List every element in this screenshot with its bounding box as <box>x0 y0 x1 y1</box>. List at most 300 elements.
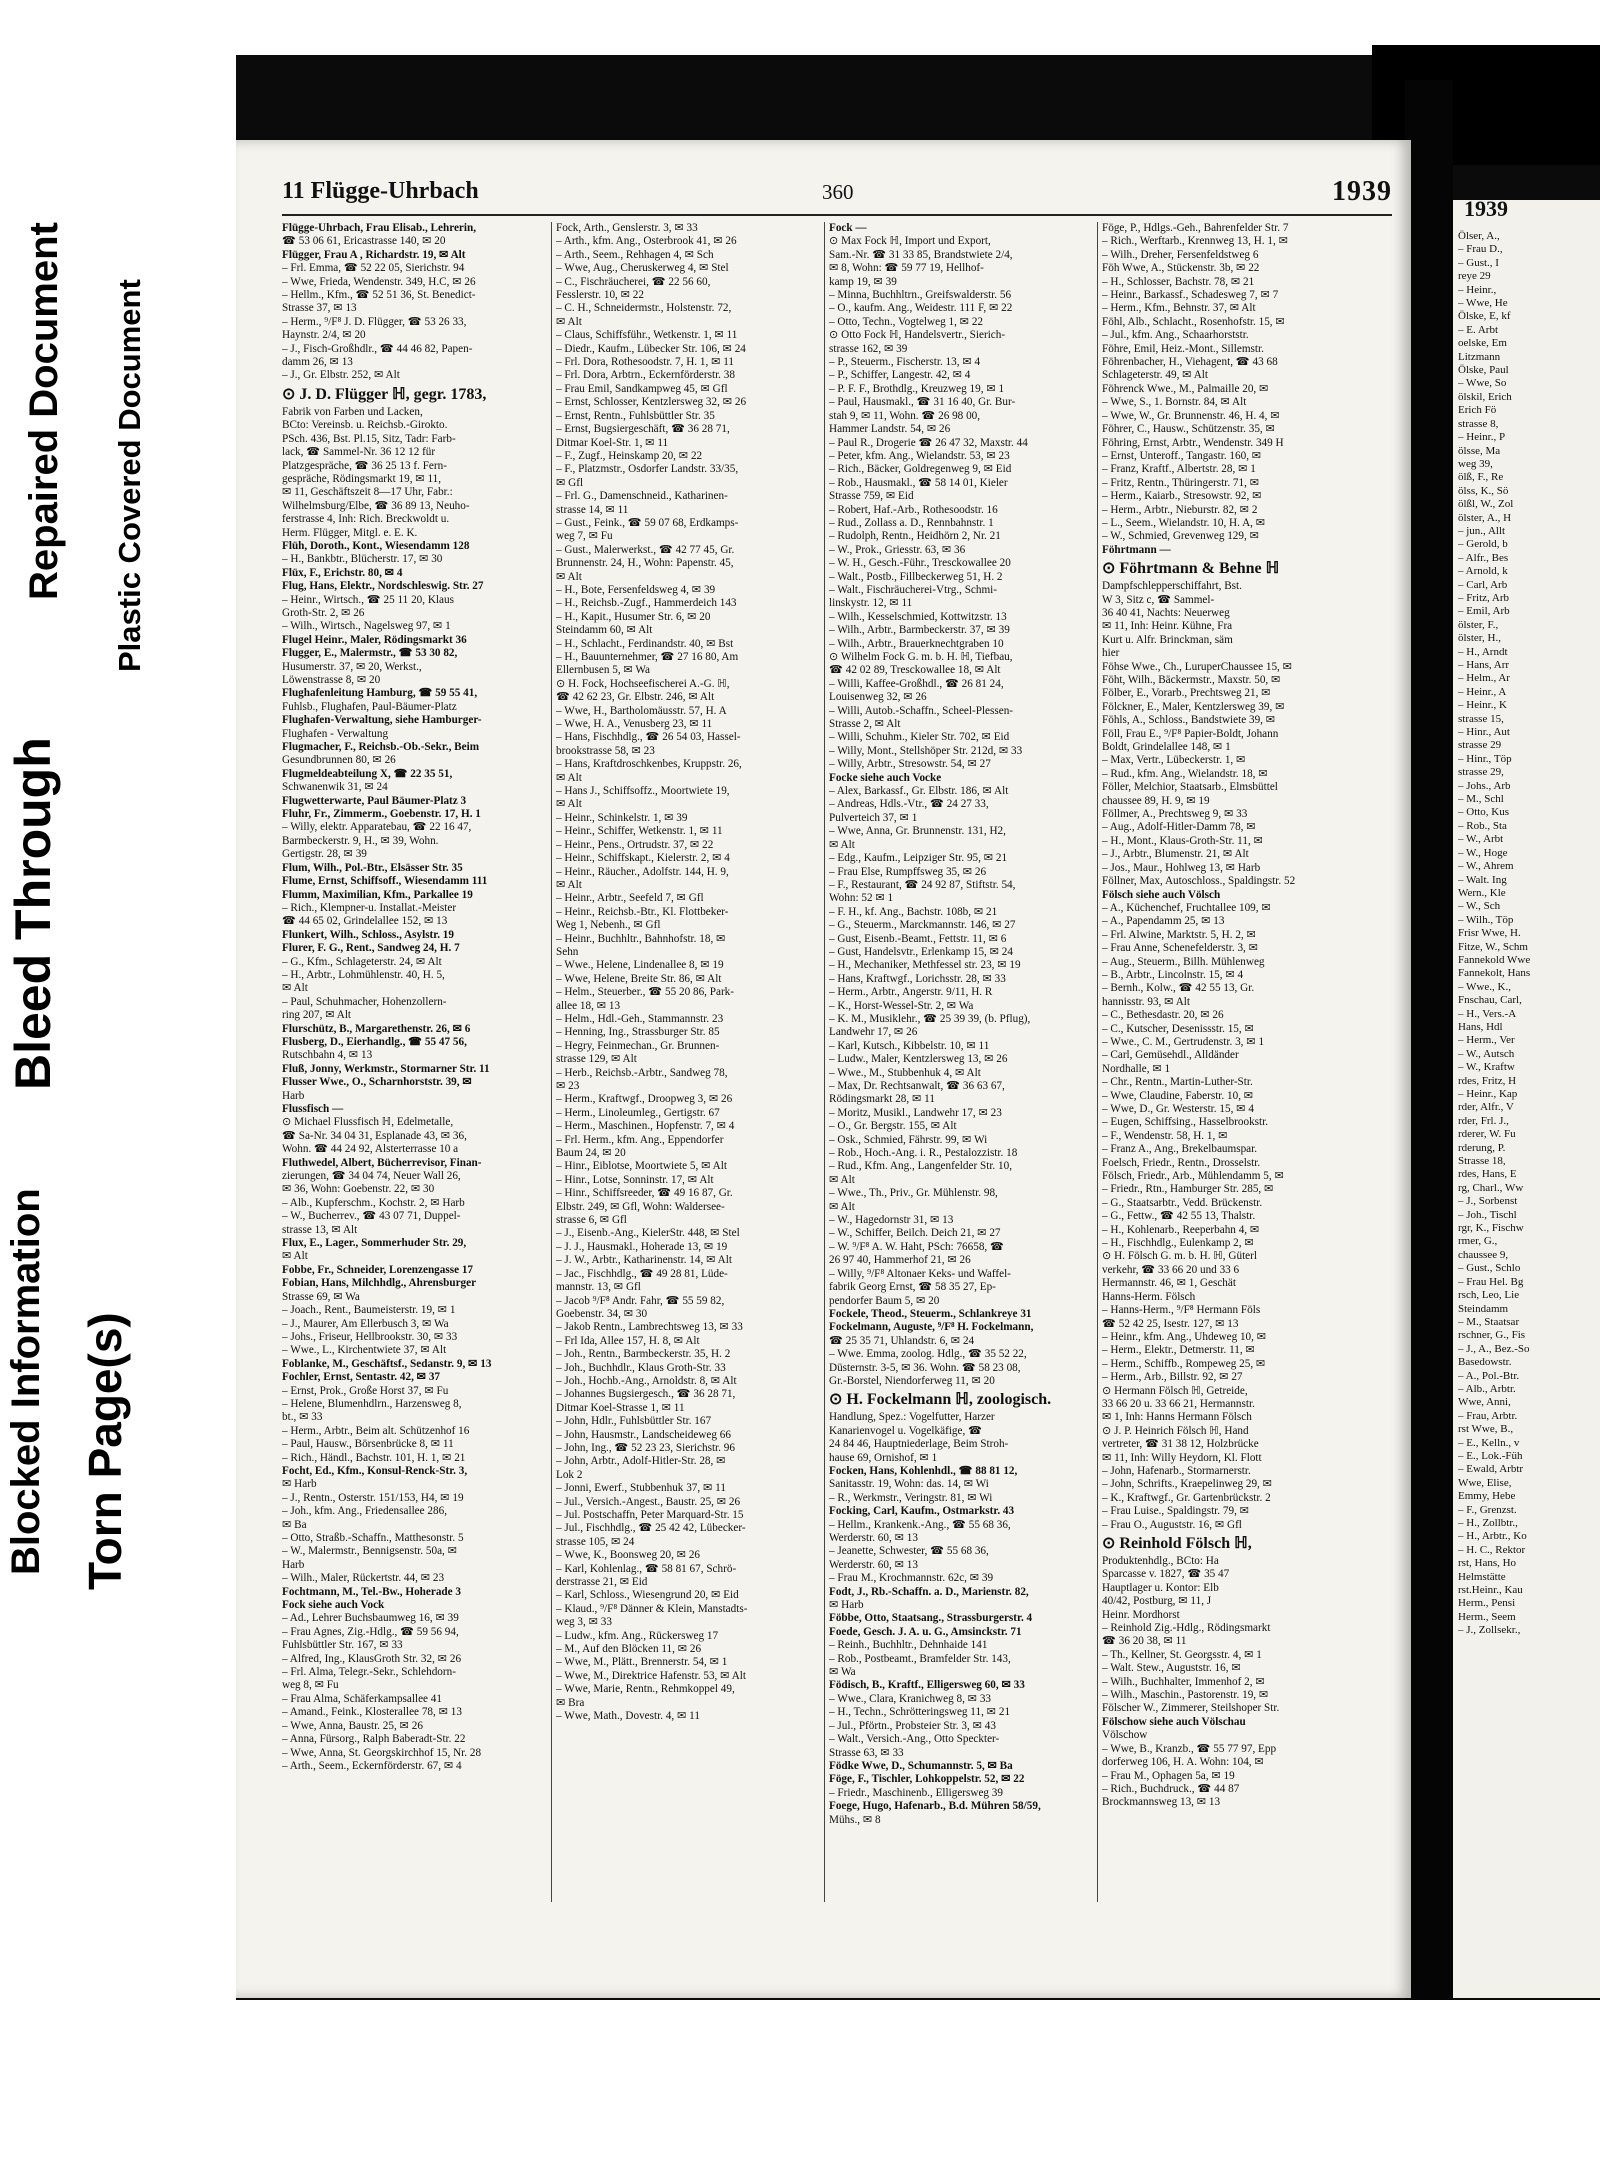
directory-entry: – Osk., Schmied, Fährstr. 99, ✉ Wi <box>829 1133 988 1146</box>
directory-entry: – Otto, Techn., Vogtelweg 1, ✉ 22 <box>829 315 984 328</box>
facing-page-entry: ölster, A., H <box>1458 511 1512 524</box>
directory-entry: – K. M., Musiklehr., ☎ 25 39 39, (b. Pflug), <box>829 1012 1031 1025</box>
directory-entry: – J. W., Arbtr., Katharinenstr. 14, ✉ Alt <box>556 1254 732 1267</box>
facing-page-entry: ölskil, Erich <box>1458 390 1512 403</box>
directory-entry: Fluß, Jonny, Werkmstr., Stormarner Str. 11 <box>282 1062 490 1075</box>
directory-entry: ✉ Alt <box>829 1173 855 1186</box>
directory-entry: Fobbe, Fr., Schneider, Lorenzengasse 17 <box>282 1263 474 1276</box>
facing-page-entry: – Johs., Arb <box>1458 779 1511 792</box>
directory-entry: – Frl Ida, Allee 157, H. 8, ✉ Alt <box>556 1334 700 1347</box>
directory-entry: Fochtmann, M., Tel.-Bw., Hoherade 3 <box>282 1585 462 1598</box>
directory-entry: – Rob., Hoch.-Ang. i. R., Pestalozzistr. 18 <box>829 1147 1018 1160</box>
facing-page-entry: – Frau D., <box>1458 243 1503 256</box>
directory-entry: – Frau M., Krochmannstr. 62c, ✉ 39 <box>829 1572 994 1585</box>
directory-entry: Foege, Hugo, Hafenarb., B.d. Mühren 58/59, <box>829 1800 1041 1813</box>
directory-entry: – Wwe, W., Gr. Brunnenstr. 46, H. 4, ✉ <box>1102 409 1280 422</box>
directory-entry: ☎ 42 02 89, Tresckowallee 18, ✉ Alt <box>829 664 1001 677</box>
bleed-through-label: Bleed Through <box>5 737 61 1090</box>
directory-entry: lack, ☎ Sammel-Nr. 36 12 12 für <box>282 446 436 459</box>
directory-entry: – J., Gr. Elbstr. 252, ✉ Alt <box>282 369 400 382</box>
facing-page-entry: – Arnold, k <box>1458 565 1508 578</box>
facing-page-entry: weg 39, <box>1458 457 1493 470</box>
directory-entry: Fölsch, Friedr., Arb., Mühlendamm 5, ✉ <box>1102 1170 1284 1183</box>
directory-entry: – Wwe, B., Kranzb., ☎ 55 77 97, Epp <box>1102 1742 1277 1755</box>
facing-page-entry: Herm., Seem <box>1458 1610 1516 1623</box>
directory-entry: – Wilh., Kesselschmied, Kottwitzstr. 13 <box>829 610 1007 623</box>
directory-entry: mannstr. 13, ✉ Gfl <box>556 1281 641 1294</box>
directory-entry: Föll, Frau E., ⁹/F⁸ Papier-Boldt, Johann <box>1102 727 1279 740</box>
directory-entry: – F. H., kf. Ang., Bachstr. 108b, ✉ 21 <box>829 905 998 918</box>
facing-page-entry: – jun., Allt <box>1458 524 1506 537</box>
directory-entry: Flussfisch — <box>282 1103 344 1115</box>
directory-column-3 <box>829 222 1093 1912</box>
directory-entry: – Herm., Arbtr., Nieburstr. 82, ✉ 2 <box>1102 503 1258 516</box>
directory-entry: Sam.-Nr. ☎ 31 33 85, Brandstwiete 2/4, <box>829 248 1013 261</box>
directory-entry: hier <box>1102 647 1120 660</box>
directory-entry: ⊙ Föhrtmann & Behne ℍ <box>1102 560 1280 578</box>
directory-entry: Flugmacher, F., Reichsb.-Ob.-Sekr., Beim <box>282 741 480 754</box>
facing-page-entry: – J., Zollsekr., <box>1458 1624 1521 1637</box>
directory-entry: – Herm., Arb., Billstr. 92, ✉ 27 <box>1102 1371 1243 1384</box>
facing-page-entry: strasse 29 <box>1458 739 1502 752</box>
directory-entry: – Heinr., Räucher., Adolfstr. 144, H. 9, <box>556 865 729 878</box>
directory-entry: – Ernst, Rentn., Fuhlsbüttler Str. 35 <box>556 409 715 422</box>
facing-page-entry: – Heinr., Kap <box>1458 1088 1518 1100</box>
directory-entry: Steindamm 60, ✉ Alt <box>556 624 653 637</box>
directory-entry: – Hinr., Lotse, Sonninstr. 17, ✉ Alt <box>556 1173 714 1186</box>
page-number: 360 <box>822 180 854 204</box>
facing-page-entry: – Frau Hel. Bg <box>1458 1275 1524 1288</box>
directory-entry: – Joh., kfm. Ang., Friedensallee 286, <box>282 1505 447 1518</box>
directory-entry: – Frau Else, Rumpffsweg 35, ✉ 26 <box>829 865 987 878</box>
directory-entry: – W., Malermstr., Bennigsenstr. 50a, ✉ <box>282 1545 457 1558</box>
facing-page-entry: – A., Pol.-Btr. <box>1458 1369 1520 1382</box>
facing-page-entry: chaussee 9, <box>1458 1248 1509 1261</box>
directory-entry: – G., Staatsarbtr., Vedd. Brückenstr. <box>1102 1196 1263 1209</box>
directory-entry: vertreter, ☎ 31 38 12, Holzbrücke <box>1102 1438 1259 1451</box>
facing-page-entry: rmer, G., <box>1458 1235 1498 1248</box>
directory-entry: Platzgespräche, ☎ 36 25 13 f. Fern- <box>282 459 447 472</box>
directory-entry: ferstrasse 4, Inh: Rich. Breckwoldt u. <box>282 513 450 526</box>
directory-entry: Wohn. ☎ 44 24 92, Alsterterrasse 10 a <box>282 1143 459 1156</box>
directory-entry: – H., Mechaniker, Methfessel str. 23, ✉ 19 <box>829 959 1021 972</box>
directory-entry: – K., Horst-Wessel-Str. 2, ✉ Wa <box>829 999 974 1012</box>
directory-entry: – Wwe, Anna, Gr. Brunnenstr. 131, H2, <box>829 825 1006 838</box>
directory-entry: Groth-Str. 2, ✉ 26 <box>282 606 365 619</box>
directory-entry: – M., Auf den Blöcken 11, ✉ 26 <box>556 1643 702 1656</box>
directory-entry: – W. H., Gesch.-Führ., Tresckowallee 20 <box>829 557 1011 570</box>
directory-entry: ✉ 11, Inh: Heinr. Kühne, Fra <box>1102 620 1233 633</box>
facing-page-entry: Ölser, A., <box>1458 230 1500 242</box>
directory-entry: – Paul, Hausmakl., ☎ 31 16 40, Gr. Bur- <box>829 396 1016 409</box>
facing-page-entry: ölsse, Ma <box>1458 444 1501 457</box>
facing-page-entry: – Gust., Schlo <box>1458 1262 1521 1275</box>
facing-page-entry: – E., Lok.-Füh <box>1458 1449 1523 1462</box>
directory-entry: stah 9, ✉ 11, Wohn. ☎ 26 98 00, <box>829 409 981 422</box>
facing-page-entry: Basedowstr. <box>1458 1356 1512 1369</box>
directory-entry: – G., Fettw., ☎ 42 55 13, Thalstr. <box>1102 1210 1256 1223</box>
directory-entry: fabrik Georg Ernst, ☎ 58 35 27, Ep- <box>829 1281 996 1294</box>
directory-entry: – Heinr., kfm. Ang., Uhdeweg 10, ✉ <box>1102 1330 1267 1343</box>
directory-entry: – Wwe., Clara, Kranichweg 8, ✉ 33 <box>829 1692 992 1705</box>
facing-page-entry: Frisr Wwe, H. <box>1458 927 1521 940</box>
book-gutter <box>1405 80 1453 2000</box>
directory-entry: – J., Arbtr., Blumenstr. 21, ✉ Alt <box>1102 848 1249 861</box>
directory-entry: – Claus, Schiffsführ., Wetkenstr. 1, ✉ 11 <box>556 329 738 342</box>
directory-entry: zierungen, ☎ 34 04 74, Neuer Wall 26, <box>282 1170 461 1183</box>
directory-entry: – Franz A., Ang., Brekelbaumspar. <box>1102 1143 1258 1156</box>
facing-page-entry: Erich Fö <box>1458 404 1497 417</box>
directory-entry: – Heinr., Schiffer, Wetkenstr. 1, ✉ 11 <box>556 825 723 838</box>
directory-entry: gespräche, Rödingsmarkt 19, ✉ 11, <box>282 472 442 485</box>
directory-entry: Focken, Hans, Kohlenhdl., ☎ 88 81 12, <box>829 1464 1018 1477</box>
directory-entry: – Wwe. Emma, zoolog. Hdlg., ☎ 35 52 22, <box>829 1348 1027 1361</box>
directory-entry: – H., Schlosser, Bachstr. 78, ✉ 21 <box>1102 275 1255 288</box>
directory-entry: – Joh., Buchhdlr., Klaus Groth-Str. 33 <box>556 1361 726 1374</box>
directory-entry: – John, Hdlr., Fuhlsbüttler Str. 167 <box>556 1415 712 1428</box>
directory-entry: – Fritz, Rentn., Thüringerstr. 71, ✉ <box>1102 476 1260 489</box>
facing-page-entry: – H., Arbtr., Ko <box>1458 1530 1527 1543</box>
directory-entry: – Peter, kfm. Ang., Wielandstr. 53, ✉ 23 <box>829 449 1010 462</box>
directory-entry: – Jul., kfm. Ang., Schaarhorststr. <box>1102 329 1249 342</box>
directory-entry: – Anna, Fürsorg., Ralph Baberadt-Str. 22 <box>282 1733 466 1746</box>
directory-entry: ✉ 8, Wohn: ☎ 59 77 19, Hellhof- <box>829 262 984 275</box>
directory-entry: – Wilh., Wirtsch., Nagelsweg 97, ✉ 1 <box>282 620 451 633</box>
directory-entry: – Hans, Fischhdlg., ☎ 26 54 03, Hassel- <box>556 731 741 744</box>
directory-entry: ✉ 1, Inh: Hanns Hermann Fölsch <box>1102 1411 1252 1424</box>
directory-entry: – F., Wendenstr. 58, H. 1, ✉ <box>1102 1129 1228 1142</box>
directory-entry: – Frl. Emma, ☎ 52 22 05, Sierichstr. 94 <box>282 262 465 275</box>
directory-entry: – H., Schlacht., Ferdinandstr. 40, ✉ Bst <box>556 637 734 650</box>
directory-entry: – Helm., Hdl.-Geh., Stammannstr. 23 <box>556 1012 724 1025</box>
directory-entry: Löwenstrasse 8, ✉ 20 <box>282 674 381 686</box>
directory-entry: Düsternstr. 3-5, ✉ 36. Wohn. ☎ 58 23 08, <box>829 1361 1021 1374</box>
directory-entry: – Gust., Malerwerkst., ☎ 42 77 45, Gr. <box>556 543 735 556</box>
directory-entry: Völschow <box>1102 1729 1148 1742</box>
directory-entry: – W., Schmied, Grevenweg 129, ✉ <box>1102 530 1259 543</box>
facing-page-entry: ölss, K., Sö <box>1458 484 1509 497</box>
directory-entry: Föhse Wwe., Ch., LuruperChaussee 15, ✉ <box>1102 660 1293 673</box>
directory-entry: – Max, Dr. Rechtsanwalt, ☎ 36 63 67, <box>829 1080 1005 1092</box>
directory-entry: Flugger, E., Malermstr., ☎ 53 30 82, <box>282 647 458 660</box>
directory-entry: – Andreas, Hdls.-Vtr., ☎ 24 27 33, <box>829 798 989 811</box>
directory-entry: – Wwe, Claudine, Faberstr. 10, ✉ <box>1102 1089 1254 1102</box>
directory-entry: Gesundbrunnen 80, ✉ 26 <box>282 754 396 767</box>
directory-entry: Föhl, Alb., Schlacht., Rosenhofstr. 15, ✉ <box>1102 315 1285 328</box>
directory-entry: – Herm., Elektr., Detmerstr. 11, ✉ <box>1102 1344 1255 1357</box>
directory-entry: – Jeanette, Schwester, ☎ 55 68 36, <box>829 1545 989 1558</box>
directory-entry: – Max, Vertr., Lübeckerstr. 1, ✉ <box>1102 754 1246 767</box>
directory-entry: bt., ✉ 33 <box>282 1411 323 1424</box>
directory-entry: – Robert, Haf.-Arb., Rothesoodstr. 16 <box>829 503 998 516</box>
directory-entry: – Wwe, M., Direktrice Hafenstr. 53, ✉ Alt <box>556 1669 746 1682</box>
directory-entry: – J., Fisch-Großhdlr., ☎ 44 46 82, Papen- <box>282 342 473 355</box>
directory-entry: – Jonni, Ewerf., Stubbenhuk 37, ✉ 11 <box>556 1482 726 1495</box>
directory-entry: – Wwe, Math., Dovestr. 4, ✉ 11 <box>556 1710 700 1723</box>
directory-entry: Fobian, Hans, Milchhdlg., Ahrensburger <box>282 1277 477 1290</box>
directory-entry: Focking, Carl, Kaufm., Ostmarkstr. 43 <box>829 1505 1015 1518</box>
directory-entry: Flux, E., Lager., Sommerhuder Str. 29, <box>282 1237 467 1250</box>
directory-entry: Flügge-Uhrbach, Frau Elisab., Lehrerin, <box>282 222 477 234</box>
facing-page-entry: – M., Schl <box>1458 793 1504 806</box>
directory-entry: 26 97 40, Hammerhof 21, ✉ 26 <box>829 1254 971 1267</box>
facing-page-entry: – Otto, Kus <box>1458 806 1510 819</box>
directory-entry: Hauptlager u. Kontor: Elb <box>1102 1581 1219 1594</box>
facing-page-year: 1939 <box>1464 196 1508 221</box>
facing-page-entry: – W., Arbt <box>1458 833 1504 846</box>
directory-entry: – Herm., Maschinen., Hopfenstr. 7, ✉ 4 <box>556 1120 735 1133</box>
directory-entry: – Rich., Buchdruck., ☎ 44 87 <box>1102 1782 1240 1795</box>
directory-entry: – Gust., Feink., ☎ 59 07 68, Erdkamps- <box>556 516 739 529</box>
facing-page-entry: – Wwe., K., <box>1458 980 1511 993</box>
directory-entry: – Friedr., Rtn., Hamburger Str. 285, ✉ <box>1102 1183 1274 1196</box>
directory-entry: ✉ Gfl <box>556 476 584 489</box>
directory-entry: Flug, Hans, Elektr., Nordschleswig. Str. 27 <box>282 580 484 593</box>
directory-entry: Strasse 2, ✉ Alt <box>829 718 901 731</box>
directory-entry: Boldt, Grindelallee 148, ✉ 1 <box>1102 741 1231 754</box>
directory-entry: – Rich., Werftarb., Krennweg 13, H. 1, ✉ <box>1102 235 1288 248</box>
facing-page-entry: – E., Kelln., v <box>1458 1436 1520 1449</box>
directory-entry: – O., kaufm. Ang., Weidestr. 111 F, ✉ 22 <box>829 302 1013 315</box>
directory-entry: Flughafen-Verwaltung, siehe Hamburger- <box>282 714 482 727</box>
facing-page-entry: Emmy, Hebe <box>1458 1490 1516 1503</box>
directory-entry: – Hans, Kraftwgf., Lorichsstr. 28, ✉ 33 <box>829 972 1006 985</box>
directory-entry: Föbbe, Otto, Staatsang., Strassburgerstr. 4 <box>829 1612 1033 1625</box>
facing-page-entry: rdes, Fritz, H <box>1458 1074 1517 1087</box>
directory-entry: – Jul. Postschaffn, Peter Marquard-Str. 15 <box>556 1509 744 1521</box>
directory-entry: – Hinr., Eiblotse, Moortwiete 5, ✉ Alt <box>556 1160 727 1173</box>
directory-entry: Strasse 69, ✉ Wa <box>282 1290 360 1303</box>
directory-entry: Fock, Arth., Genslerstr. 3, ✉ 33 <box>556 222 698 234</box>
directory-entry: – Eugen, Schiffsing., Hasselbrookstr. <box>1102 1116 1269 1129</box>
directory-entry: – Hanns-Herm., ⁹/F⁸ Hermann Föls <box>1102 1304 1261 1317</box>
directory-entry: – Ludw., Maler, Kentzlersweg 13, ✉ 26 <box>829 1053 1008 1066</box>
directory-entry: – Johannes Bugsiergesch., ☎ 36 28 71, <box>556 1388 736 1401</box>
directory-entry: Weg 1, Nebenh., ✉ Gfl <box>556 919 661 932</box>
directory-entry: chaussee 89, H. 9, ✉ 19 <box>1102 794 1210 807</box>
directory-entry: – Klaud., ⁹/F⁸ Dänner & Klein, Manstadts- <box>556 1602 748 1615</box>
facing-page-entry: – Heinr., A <box>1458 685 1507 698</box>
directory-entry: Fock — <box>829 222 867 234</box>
directory-entry: Schlageterstr. 49, ✉ Alt <box>1102 369 1209 382</box>
directory-entry: – O., Gr. Bergstr. 155, ✉ Alt <box>829 1120 957 1133</box>
directory-entry: strasse 162, ✉ 39 <box>829 342 908 355</box>
directory-entry: Werderstr. 60, ✉ 13 <box>829 1558 918 1571</box>
directory-entry: ⊙ H. Fockelmann ℍ, zoologisch. <box>829 1391 1052 1409</box>
directory-entry: – J. J., Hausmakl., Hoherade 13, ✉ 19 <box>556 1240 728 1253</box>
directory-entry: ✉ Alt <box>282 982 308 995</box>
facing-page-entry: strasse 29, <box>1458 766 1504 779</box>
directory-entry: – Paul, Hausw., Börsenbrücke 8, ✉ 11 <box>282 1438 454 1451</box>
directory-entry: – Diedr., Kaufm., Lübecker Str. 106, ✉ 24 <box>556 342 746 355</box>
facing-page-entry: Hans, Hdl <box>1458 1020 1503 1033</box>
facing-page-entry: Herm., Pensi <box>1458 1597 1516 1610</box>
directory-entry: – Rob., Hausmakl., ☎ 58 14 01, Kieler <box>829 476 1008 489</box>
facing-page-entry: – E. Arbt <box>1458 323 1499 336</box>
directory-entry: derstrasse 21, ✉ Eid <box>556 1576 648 1589</box>
directory-entry: ☎ Sa-Nr. 34 04 31, Esplanade 43, ✉ 36, <box>282 1129 467 1142</box>
facing-page-entry: – Gust., I <box>1458 256 1499 269</box>
directory-entry: Flüh, Doroth., Kont., Wiesendamm 128 <box>282 539 470 552</box>
directory-entry: – Frl. Dora, Rothesoodstr. 7, H. 1, ✉ 11 <box>556 356 735 369</box>
directory-entry: ⊙ H. Fölsch G. m. b. H. ℍ, Güterl <box>1102 1250 1257 1263</box>
directory-entry: – Wwe, M., Plätt., Brennerstr. 54, ✉ 1 <box>556 1656 728 1669</box>
directory-entry: Dampfschlepperschiffahrt, Bst. <box>1102 580 1242 593</box>
directory-entry: Fuhlsbüttler Str. 167, ✉ 33 <box>282 1639 403 1652</box>
directory-entry: – Wwe, Helene, Breite Str. 86, ✉ Alt <box>556 972 722 985</box>
page-header <box>282 178 1392 212</box>
directory-entry: Flughafenleitung Hamburg, ☎ 59 55 41, <box>282 687 478 700</box>
directory-entry: Foelsch, Friedr., Rentn., Drosselstr. <box>1102 1156 1261 1169</box>
directory-entry: – B., Arbtr., Lincolnstr. 15, ✉ 4 <box>1102 968 1244 981</box>
directory-entry: – Carl, Gemüsehdl., Alldänder <box>1102 1049 1239 1062</box>
directory-entry: weg 8, ✉ Fu <box>282 1679 339 1692</box>
directory-entry: Föhrenbacher, H., Viehagent, ☎ 43 68 <box>1102 356 1278 369</box>
directory-entry: – Arth., Seem., Rehhagen 4, ✉ Sch <box>556 248 714 261</box>
directory-entry: Louisenweg 32, ✉ 26 <box>829 691 927 704</box>
directory-entry: Flüx, F., Erichstr. 80, ✉ 4 <box>282 566 403 579</box>
directory-entry: Föllmer, A., Prechtsweg 9, ✉ 33 <box>1102 808 1248 821</box>
directory-entry: ✉ Alt <box>556 798 582 811</box>
directory-entry: – Willy, elektr. Apparatebau, ☎ 22 16 47, <box>282 821 472 834</box>
facing-page-entry: Wwe, Anni, <box>1458 1396 1511 1409</box>
directory-entry: – Rich., Bäcker, Goldregenweg 9, ✉ Eid <box>829 463 1012 476</box>
directory-entry: – Ludw., kfm. Ang., Rückersweg 17 <box>556 1629 719 1642</box>
directory-entry: Föhre, Emil, Heiz.-Mont., Sillemstr. <box>1102 342 1264 355</box>
directory-entry: – Willy, ⁹/F⁸ Altonaer Keks- und Waffel- <box>829 1267 1011 1280</box>
directory-entry: Rutschbahn 4, ✉ 13 <box>282 1049 373 1062</box>
directory-entry: – Arth., kfm. Ang., Osterbrook 41, ✉ 26 <box>556 235 737 248</box>
facing-page-entry: ölß, F., Re <box>1458 471 1504 484</box>
directory-entry: Fockelmann, Auguste, ⁹/F⁸ H. Fockelmann, <box>829 1321 1034 1334</box>
directory-entry: – Alfred, Ing., KlausGroth Str. 32, ✉ 26 <box>282 1652 462 1665</box>
facing-page-entry: strasse 8, <box>1458 417 1499 430</box>
directory-entry: Flunkert, Wilh., Schloss., Asylstr. 19 <box>282 928 454 941</box>
facing-page-entry: – Emil, Arb <box>1458 605 1510 618</box>
directory-entry: – P. F. F., Brothdlg., Kreuzweg 19, ✉ 1 <box>829 382 1005 395</box>
directory-entry: – Rud., Kfm. Ang., Langenfelder Str. 10, <box>829 1160 1013 1173</box>
directory-entry: – Ad., Lehrer Buchsbaumweg 16, ✉ 39 <box>282 1612 459 1625</box>
directory-entry: Flugel Heinr., Maler, Rödingsmarkt 36 <box>282 633 467 646</box>
directory-entry: – Wwe, H. A., Venusberg 23, ✉ 11 <box>556 718 713 731</box>
directory-entry: – John, Hafenarb., Stormarnerstr. <box>1102 1464 1251 1477</box>
directory-entry: linskystr. 12, ✉ 11 <box>829 597 913 610</box>
directory-entry: BCto: Vereinsb. u. Reichsb.-Girokto. <box>282 419 448 432</box>
directory-entry: 33 66 20 u. 33 66 21, Hermannstr. <box>1102 1397 1255 1410</box>
directory-entry: Produktenhdlg., BCto: Ha <box>1102 1555 1219 1567</box>
directory-entry: – Frau M., Ophagen 5a, ✉ 19 <box>1102 1769 1235 1782</box>
directory-entry: – G., Kfm., Schlageterstr. 24, ✉ Alt <box>282 955 442 968</box>
directory-entry: – Walt., Fischräucherei-Vtrg., Schmi- <box>829 583 998 596</box>
facing-page-entry: – Walt. Ing <box>1458 873 1507 886</box>
directory-entry: – Herm., ⁹/F⁸ J. D. Flügger, ☎ 53 26 33, <box>282 315 467 328</box>
directory-entry: – Herm., Arbtr., Angerstr. 9/11, H. R <box>829 986 993 999</box>
directory-entry: Sanitasstr. 19, Wohn: das. 14, ✉ Wi <box>829 1478 989 1491</box>
directory-column-4 <box>1102 222 1392 1912</box>
column-divider <box>551 222 552 1902</box>
directory-entry: Hanns-Herm. Fölsch <box>1102 1290 1196 1303</box>
directory-entry: – Joh., Hochb.-Ang., Arnoldstr. 8, ✉ Alt <box>556 1374 737 1387</box>
directory-entry: kamp 19, ✉ 39 <box>829 275 897 288</box>
directory-entry: ✉ Alt <box>282 1250 308 1263</box>
directory-entry: – H., Bauunternehmer, ☎ 27 16 80, Am <box>556 651 739 663</box>
directory-entry: – H., Bankbtr., Blücherstr. 17, ✉ 30 <box>282 553 443 566</box>
directory-entry: strasse 129, ✉ Alt <box>556 1053 637 1066</box>
directory-entry: – Karl, Schloss., Wiesengrund 20, ✉ Eid <box>556 1589 739 1602</box>
directory-entry: ✉ Alt <box>829 1200 855 1213</box>
directory-entry: – Wilh., Arbtr., Barmbeckerstr. 37, ✉ 39 <box>829 624 1010 637</box>
directory-entry: – Karl, Kutsch., Kibbelstr. 10, ✉ 11 <box>829 1039 990 1052</box>
directory-entry: Föller, Melchior, Staatsarb., Elmsbüttel <box>1102 781 1278 794</box>
facing-page-entry: – Wwe, He <box>1458 297 1508 310</box>
directory-entry: – C., Bethesdastr. 20, ✉ 26 <box>1102 1009 1224 1022</box>
directory-entry: – Frau Luise., Spaldingstr. 79, ✉ <box>1102 1505 1250 1518</box>
facing-page-entry: rder, Alfr., V <box>1458 1101 1514 1114</box>
directory-entry: Fölscher W., Zimmerer, Steilshoper Str. <box>1102 1702 1280 1715</box>
directory-entry: Kurt u. Alfr. Brinckman, säm <box>1102 633 1233 646</box>
facing-page-entry: – J., A., Bez.-So <box>1458 1342 1530 1355</box>
directory-entry: dorferweg 106, H. A. Wohn: 104, ✉ <box>1102 1756 1264 1769</box>
directory-entry: – Wwe, S., 1. Bornstr. 84, ✉ Alt <box>1102 396 1247 409</box>
directory-entry: – Jakob Rentn., Lambrechtsweg 13, ✉ 33 <box>556 1321 743 1334</box>
directory-entry: Födke Wwe, D., Schumannstr. 5, ✉ Ba <box>829 1759 1013 1772</box>
facing-page-entry: – J., Sorbenst <box>1458 1195 1518 1208</box>
facing-page-entry: – Gerold, b <box>1458 538 1508 551</box>
directory-entry: Kanarienvogel u. Vogelkäfige, ☎ <box>829 1424 983 1437</box>
directory-entry: ✉ 11, Inh: Willy Heydorn, Kl. Flott <box>1102 1451 1262 1464</box>
directory-entry: ☎ 44 65 02, Grindelallee 152, ✉ 13 <box>282 915 448 928</box>
directory-entry: – Amand., Feink., Klosterallee 78, ✉ 13 <box>282 1706 462 1719</box>
directory-entry: – Wwe, Marie, Rentn., Rehmkoppel 49, <box>556 1683 735 1696</box>
facing-page-entry: – Wwe, So <box>1458 377 1507 390</box>
directory-entry: hause 69, Ornishof, ✉ 1 <box>829 1451 938 1464</box>
facing-page-entry: – W., Hoge <box>1458 846 1508 859</box>
directory-entry: – Frl. Herm., kfm. Ang., Eppendorfer <box>556 1133 724 1146</box>
directory-entry: Föllner, Max, Autoschloss., Spaldingstr. 52 <box>1102 875 1296 888</box>
directory-entry: – Walt. Stew., Auguststr. 16, ✉ <box>1102 1662 1241 1675</box>
directory-entry: – Wilh., Dreher, Fersenfeldstweg 6 <box>1102 248 1259 261</box>
directory-entry: – H., Fischhdlg., Eulenkamp 2, ✉ <box>1102 1237 1254 1250</box>
directory-entry: ✉ Harb <box>829 1599 864 1612</box>
directory-entry: ring 207, ✉ Alt <box>282 1009 352 1022</box>
facing-page-entry: – M., Staatsar <box>1458 1315 1520 1328</box>
directory-entry: Strasse 63, ✉ 33 <box>829 1746 904 1759</box>
directory-entry: ☎ 42 62 23, Gr. Elbstr. 246, ✉ Alt <box>556 691 715 704</box>
facing-page-entry: – H., Arndt <box>1458 645 1508 658</box>
directory-entry: – Heinr., Pens., Ortrudstr. 37, ✉ 22 <box>556 838 714 851</box>
facing-page-entry: – Hinr., Aut <box>1458 726 1510 739</box>
directory-entry: – F., Restaurant, ☎ 24 92 87, Stiftstr. 54, <box>829 878 1016 891</box>
directory-entry: – Heinr., Wirtsch., ☎ 25 11 20, Klaus <box>282 593 454 606</box>
facing-page-entry: rst.Heinr., Kau <box>1458 1584 1523 1597</box>
facing-page-entry: – Helm., Ar <box>1458 672 1510 685</box>
directory-entry: – C., Fischräucherei, ☎ 22 56 60, <box>556 275 711 288</box>
directory-entry: – K., Kraftwgf., Gr. Gartenbrückstr. 2 <box>1102 1491 1271 1504</box>
directory-entry: – Reinhold Zig.-Hdlg., Rödingsmarkt <box>1102 1622 1271 1635</box>
facing-page-entry: ölster, H., <box>1458 632 1501 645</box>
directory-entry: – Herm., Kfm., Behnstr. 37, ✉ Alt <box>1102 302 1256 315</box>
directory-entry: Fockele, Theod., Steuerm., Schlankreye 31 <box>829 1307 1032 1320</box>
directory-entry: W 3, Sitz c, ☎ Sammel- <box>1102 593 1215 606</box>
directory-entry: – Heinr., Arbtr., Seefeld 7, ✉ Gfl <box>556 892 704 905</box>
directory-entry: Sehn <box>556 945 579 958</box>
directory-entry: Föhrenck Wwe., M., Palmaille 20, ✉ <box>1102 382 1269 395</box>
facing-page-entry: Fnschau, Carl, <box>1458 994 1522 1007</box>
directory-entry: – Johs., Friseur, Hellbrookstr. 30, ✉ 33 <box>282 1330 458 1343</box>
directory-entry: – W., Hagedornstr 31, ✉ 13 <box>829 1214 954 1227</box>
facing-page-entry: – F., Grenzst. <box>1458 1503 1517 1516</box>
directory-entry: Mühs., ✉ 8 <box>829 1813 881 1826</box>
